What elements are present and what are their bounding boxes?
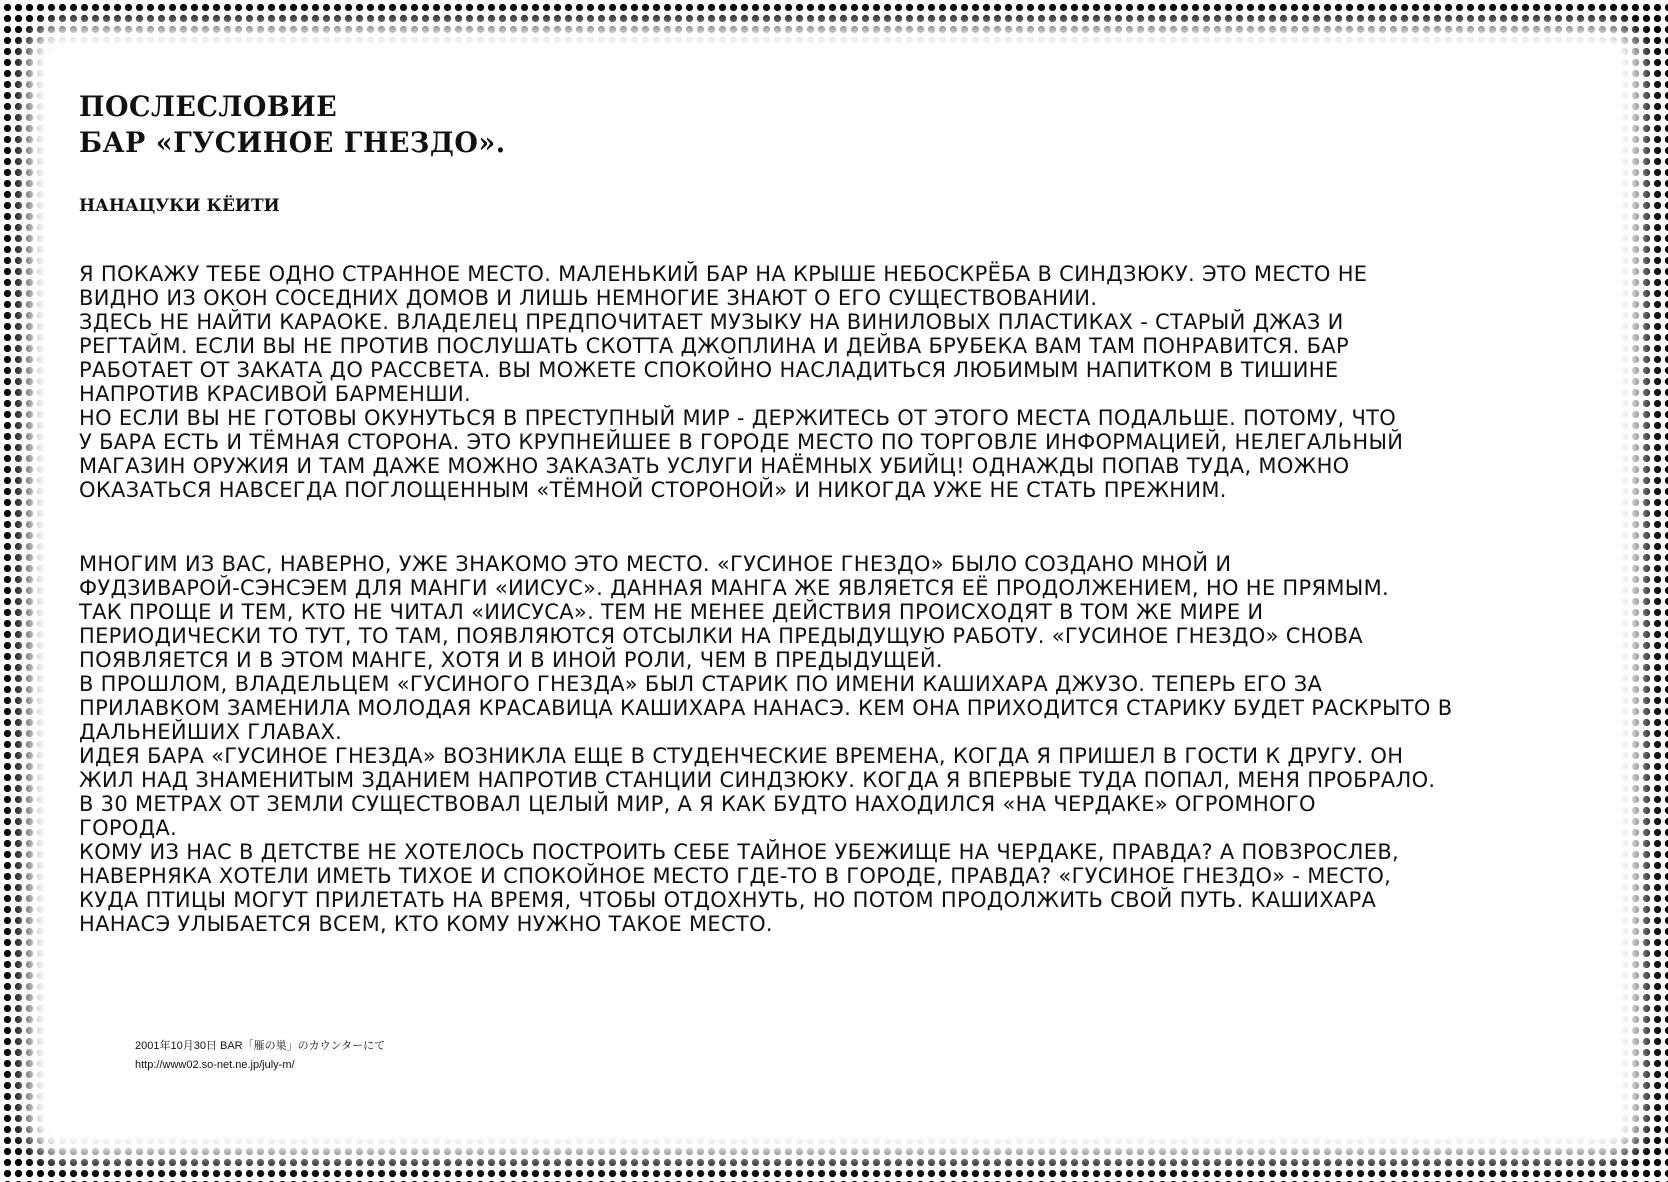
text-line: ВИДНО ИЗ ОКОН СОСЕДНИХ ДОМОВ И ЛИШЬ НЕМНОГИЕ ЗНАЮТ О ЕГО СУЩЕСТВОВАНИИ. [79, 286, 1098, 310]
footer-url[interactable]: http://www02.so-net.ne.jp/july-m/ [135, 1059, 295, 1071]
text-line: РАБОТАЕТ ОТ ЗАКАТА ДО РАССВЕТА. ВЫ МОЖЕТЕ СПОКОЙНО НАСЛАДИТЬСЯ ЛЮБИМЫМ НАПИТКОМ В ТИШИНЕ [79, 358, 1339, 382]
text-line: ПЕРИОДИЧЕСКИ ТО ТУТ, ТО ТАМ, ПОЯВЛЯЮТСЯ ОТСЫЛКИ НА ПРЕДЫДУЩУЮ РАБОТУ. «ГУСИНОЕ ГНЕЗДО» СНОВА [79, 624, 1363, 648]
text-line: РЕГТАЙМ. ЕСЛИ ВЫ НЕ ПРОТИВ ПОСЛУШАТЬ СКОТТА ДЖОПЛИНА И ДЕЙВА БРУБЕКА ВАМ ТАМ ПОНРАВИТСЯ. БАР [79, 334, 1349, 358]
paragraph-block-history [79, 552, 1559, 936]
footer-date-note: 2001年10月30日 BAR「雁の巣」のカウンターにて [135, 1040, 386, 1052]
text-line: КОМУ ИЗ НАС В ДЕТСТВЕ НЕ ХОТЕЛОСЬ ПОСТРОИТЬ СЕБЕ ТАЙНОЕ УБЕЖИЩЕ НА ЧЕРДАКЕ, ПРАВДА? А ПОВЗРОСЛЕВ, [79, 840, 1400, 864]
text-line: В 30 МЕТРАХ ОТ ЗЕМЛИ СУЩЕСТВОВАЛ ЦЕЛЫЙ МИР, А Я КАК БУДТО НАХОДИЛСЯ «НА ЧЕРДАКЕ» ОГРОМНОГО [79, 792, 1316, 816]
text-line: ТАК ПРОЩЕ И ТЕМ, КТО НЕ ЧИТАЛ «ИИСУСА». ТЕМ НЕ МЕНЕЕ ДЕЙСТВИЯ ПРОИСХОДЯТ В ТОМ ЖЕ МИРЕ И [79, 600, 1264, 624]
text-line: ПОЯВЛЯЕТСЯ И В ЭТОМ МАНГЕ, ХОТЯ И В ИНОЙ РОЛИ, ЧЕМ В ПРЕДЫДУЩЕЙ. [79, 648, 943, 672]
text-line: ОКАЗАТЬСЯ НАВСЕГДА ПОГЛОЩЕННЫМ «ТЁМНОЙ СТОРОНОЙ» И НИКОГДА УЖЕ НЕ СТАТЬ ПРЕЖНИМ. [79, 478, 1227, 502]
text-line: ФУДЗИВАРОЙ-СЭНСЭЕМ ДЛЯ МАНГИ «ИИСУС». ДАННАЯ МАНГА ЖЕ ЯВЛЯЕТСЯ ЕЁ ПРОДОЛЖЕНИЕМ, НО НЕ ПРЯМЫМ. [79, 576, 1389, 600]
text-line: В ПРОШЛОМ, ВЛАДЕЛЬЦЕМ «ГУСИНОГО ГНЕЗДА» БЫЛ СТАРИК ПО ИМЕНИ КАШИХАРА ДЖУЗО. ТЕПЕРЬ ЕГО ЗА [79, 672, 1323, 696]
author-name: НАНАЦУКИ КЁИТИ [79, 196, 280, 216]
page-title: ПОСЛЕСЛОВИЕ [79, 91, 338, 124]
text-line: МНОГИМ ИЗ ВАС, НАВЕРНО, УЖЕ ЗНАКОМО ЭТО МЕСТО. «ГУСИНОЕ ГНЕЗДО» БЫЛО СОЗДАНО МНОЙ И [79, 552, 1232, 576]
text-line: ПРИЛАВКОМ ЗАМЕНИЛА МОЛОДАЯ КРАСАВИЦА КАШИХАРА НАНАСЭ. КЕМ ОНА ПРИХОДИТСЯ СТАРИКУ БУДЕТ РАСКРЫТО В [79, 696, 1453, 720]
text-line: ЖИЛ НАД ЗНАМЕНИТЫМ ЗДАНИЕМ НАПРОТИВ СТАНЦИИ СИНДЗЮКУ. КОГДА Я ВПЕРВЫЕ ТУДА ПОПАЛ, МЕНЯ ПРОБРАЛО. [79, 768, 1436, 792]
text-line: НАВЕРНЯКА ХОТЕЛИ ИМЕТЬ ТИХОЕ И СПОКОЙНОЕ МЕСТО ГДЕ-ТО В ГОРОДЕ, ПРАВДА? «ГУСИНОЕ ГНЕЗДО» - МЕСТО, [79, 864, 1392, 888]
text-line: ИДЕЯ БАРА «ГУСИНОЕ ГНЕЗДА» ВОЗНИКЛА ЕЩЕ В СТУДЕНЧЕСКИЕ ВРЕМЕНА, КОГДА Я ПРИШЕЛ В ГОСТИ К ДРУГУ. ОН [79, 744, 1404, 768]
text-line: ЗДЕСЬ НЕ НАЙТИ КАРАОКЕ. ВЛАДЕЛЕЦ ПРЕДПОЧИТАЕТ МУЗЫКУ НА ВИНИЛОВЫХ ПЛАСТИКАХ - СТАРЫЙ ДЖАЗ И [79, 310, 1344, 334]
text-line: НАПРОТИВ КРАСИВОЙ БАРМЕНШИ. [79, 382, 471, 406]
text-line: НАНАСЭ УЛЫБАЕТСЯ ВСЕМ, КТО КОМУ НУЖНО ТАКОЕ МЕСТО. [79, 912, 773, 936]
text-line: КУДА ПТИЦЫ МОГУТ ПРИЛЕТАТЬ НА ВРЕМЯ, ЧТОБЫ ОТДОХНУТЬ, НО ПОТОМ ПРОДОЛЖИТЬ СВОЙ ПУТЬ. КАШИХАРА [79, 888, 1377, 912]
text-line: У БАРА ЕСТЬ И ТЁМНАЯ СТОРОНА. ЭТО КРУПНЕЙШЕЕ В ГОРОДЕ МЕСТО ПО ТОРГОВЛЕ ИНФОРМАЦИЕЙ, НЕЛЕГАЛЬНЫЙ [79, 430, 1404, 454]
page-subtitle: БАР «ГУСИНОЕ ГНЕЗДО». [79, 127, 506, 160]
paragraph-block-intro [79, 262, 1559, 502]
text-line: Я ПОКАЖУ ТЕБЕ ОДНО СТРАННОЕ МЕСТО. МАЛЕНЬКИЙ БАР НА КРЫШЕ НЕБОСКРЁБА В СИНДЗЮКУ. ЭТО МЕСТО НЕ [79, 262, 1368, 286]
text-line: ДАЛЬНЕЙШИХ ГЛАВАХ. [79, 720, 343, 744]
text-line: МАГАЗИН ОРУЖИЯ И ТАМ ДАЖЕ МОЖНО ЗАКАЗАТЬ УСЛУГИ НАЁМНЫХ УБИЙЦ! ОДНАЖДЫ ПОПАВ ТУДА, МОЖНО [79, 454, 1350, 478]
text-line: ГОРОДА. [79, 816, 178, 840]
text-line: НО ЕСЛИ ВЫ НЕ ГОТОВЫ ОКУНУТЬСЯ В ПРЕСТУПНЫЙ МИР - ДЕРЖИТЕСЬ ОТ ЭТОГО МЕСТА ПОДАЛЬШЕ. ПОТОМУ, ЧТО [79, 406, 1397, 430]
